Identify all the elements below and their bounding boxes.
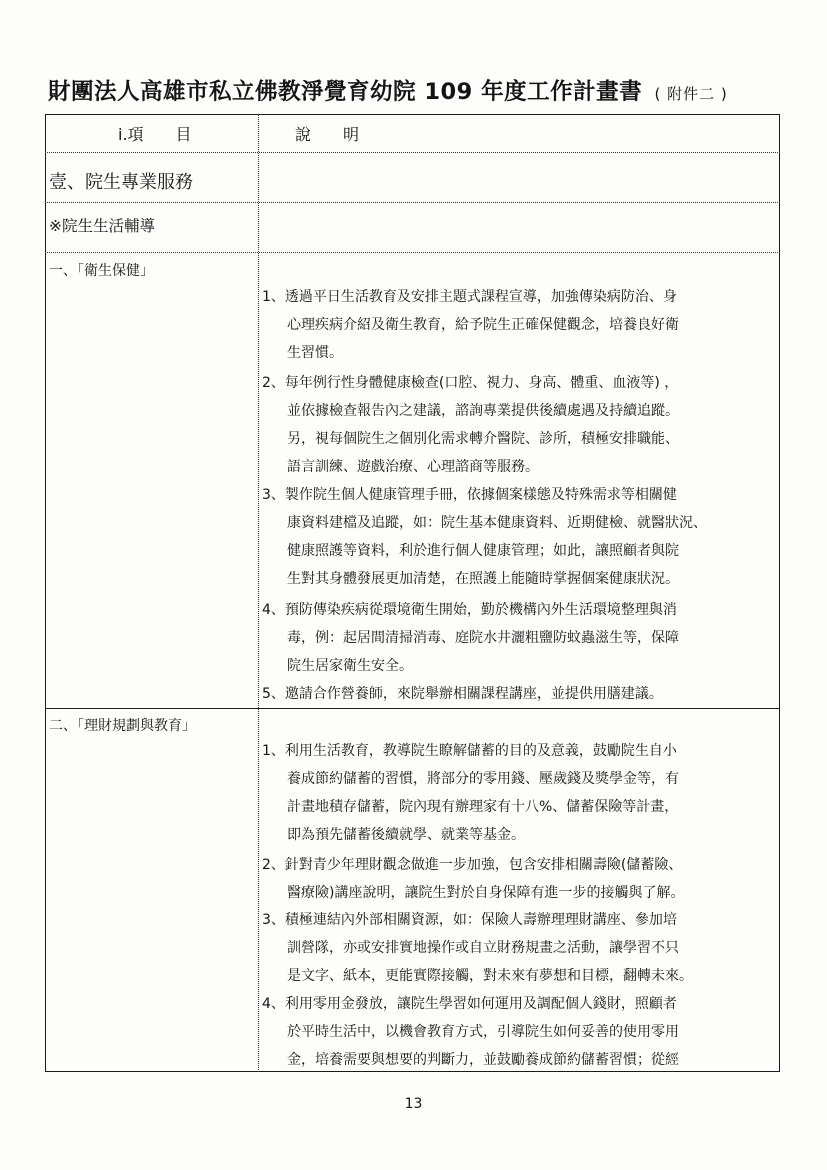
- row-divider: [45, 708, 780, 709]
- item-line: 1、利用生活教育，教導院生瞭解儲蓄的目的及意義，鼓勵院生自小: [262, 743, 677, 759]
- title-text: 財團法人高雄市私立佛教淨覺育幼院 109 年度工作計畫書: [48, 79, 643, 105]
- category-label: 一、「衛生保健」: [49, 263, 154, 279]
- list-item: [262, 596, 778, 680]
- item-line: 毒，例：起居間清掃消毒、庭院水井灑粗鹽防蚊蟲滋生等，保障: [287, 630, 679, 646]
- item-line: 金，培養需要與想要的判斷力，並鼓勵養成節約儲蓄習慣；從經: [287, 1052, 679, 1068]
- list-item: [262, 737, 778, 849]
- item-line: 養成節約儲蓄的習慣，將部分的零用錢、壓歲錢及獎學金等，有: [287, 771, 679, 787]
- list-item: [262, 283, 778, 367]
- subsection-title: ※院生生活輔導: [49, 217, 155, 235]
- item-line: 即為預先儲蓄後續就學、就業等基金。: [287, 827, 525, 843]
- list-item: [262, 680, 778, 708]
- list-item: [262, 851, 778, 907]
- item-line: 健康照護等資料，利於進行個人健康管理；如此，讓照顧者與院: [287, 543, 679, 559]
- item-line: 語言訓練、遊戲治療、心理諮商等服務。: [287, 459, 539, 475]
- item-line: 是文字、紙本，更能實際接觸，對未來有夢想和目標，翻轉未來。: [287, 968, 693, 984]
- attachment-label: ( 附件二 ): [654, 85, 728, 103]
- item-line: 院生居家衛生安全。: [287, 658, 413, 674]
- item-line: 訓營隊，亦或安排實地操作或自立財務規畫之活動，讓學習不只: [287, 940, 679, 956]
- category-label: 二、「理財規劃與教育」: [49, 718, 196, 734]
- column-divider: [258, 114, 259, 1072]
- row-divider: [45, 202, 780, 203]
- row-divider: [45, 252, 780, 253]
- item-line: 心理疾病介紹及衛生教育，給予院生正確保健觀念，培養良好衛: [287, 317, 679, 333]
- list-item: [262, 906, 778, 990]
- section-title: 壹、院生專業服務: [49, 172, 193, 193]
- item-line: 康資料建檔及追蹤，如：院生基本健康資料、近期健檢、就醫狀況、: [287, 515, 707, 531]
- item-line: 計畫地積存儲蓄，院內現有辦理家有十八%、儲蓄保險等計畫，: [287, 799, 679, 815]
- item-line: 3、製作院生個人健康管理手冊，依據個案樣態及特殊需求等相關健: [262, 487, 677, 503]
- item-line: 4、利用零用金發放，讓院生學習如何運用及調配個人錢財，照顧者: [262, 996, 677, 1012]
- header-item: i.項 目: [118, 125, 192, 144]
- item-line: 2、每年例行性身體健康檢查(口腔、視力、身高、體重、血液等) ，: [262, 375, 679, 391]
- item-line: 1、透過平日生活教育及安排主題式課程宣導，加強傳染病防治、身: [262, 289, 677, 305]
- item-line: 並依據檢查報告內之建議，諮詢專業提供後續處遇及持續追蹤。: [287, 403, 679, 419]
- item-line: 於平時生活中，以機會教育方式，引導院生如何妥善的使用零用: [287, 1024, 679, 1040]
- item-line: 4、預防傳染疾病從環境衛生開始，勤於機構內外生活環境整理與消: [262, 602, 677, 618]
- list-item: [262, 369, 778, 481]
- page-number: 13: [404, 1096, 423, 1112]
- item-line: 5、邀請合作營養師，來院舉辦相關課程講座，並提供用膳建議。: [262, 686, 663, 702]
- header-description: 說 明: [295, 125, 360, 144]
- list-item: [262, 990, 778, 1074]
- row-divider: [45, 152, 780, 153]
- document-title: [48, 74, 788, 106]
- item-line: 生習慣。: [287, 345, 343, 361]
- item-line: 3、積極連結內外部相關資源，如：保險人壽辦理理財講座、參加培: [262, 912, 677, 928]
- item-line: 2、針對青少年理財觀念做進一步加強，包含安排相關壽險(儲蓄險、: [262, 857, 683, 873]
- list-item: [262, 481, 778, 593]
- item-line: 另，視每個院生之個別化需求轉介醫院、診所，積極安排職能、: [287, 431, 679, 447]
- item-line: 醫療險)講座說明，讓院生對於自身保障有進一步的接觸與了解。: [287, 885, 685, 901]
- item-line: 生對其身體發展更加清楚，在照護上能隨時掌握個案健康狀況。: [287, 571, 679, 587]
